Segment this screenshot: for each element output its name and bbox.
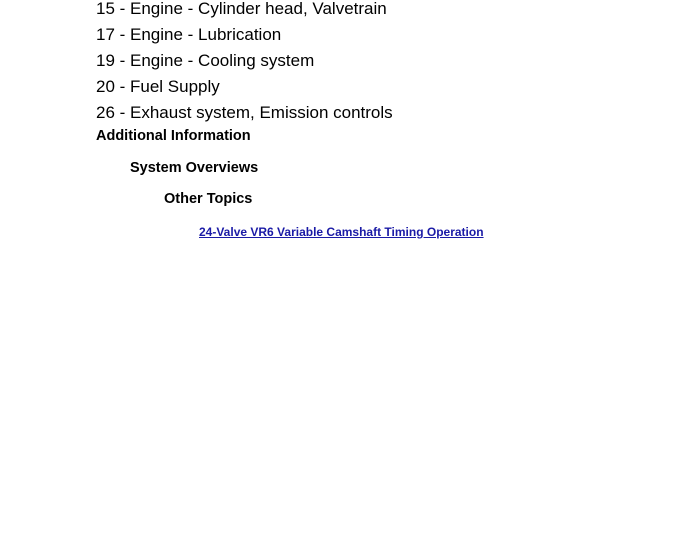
chapter-item-15: 15 - Engine - Cylinder head, Valvetrain — [96, 0, 387, 18]
chapter-item-19: 19 - Engine - Cooling system — [96, 51, 315, 70]
chapter-item-17: 17 - Engine - Lubrication — [96, 25, 282, 44]
system-overviews-heading: System Overviews — [130, 160, 259, 176]
other-topics-heading: Other Topics — [164, 191, 253, 207]
additional-information-heading: Additional Information — [96, 128, 251, 144]
chapter-item-20: 20 - Fuel Supply — [96, 77, 220, 96]
chapter-item-26: 26 - Exhaust system, Emission controls — [96, 103, 393, 122]
camshaft-timing-link[interactable]: 24-Valve VR6 Variable Camshaft Timing Operation — [199, 225, 484, 239]
chapter-list — [96, 0, 393, 126]
